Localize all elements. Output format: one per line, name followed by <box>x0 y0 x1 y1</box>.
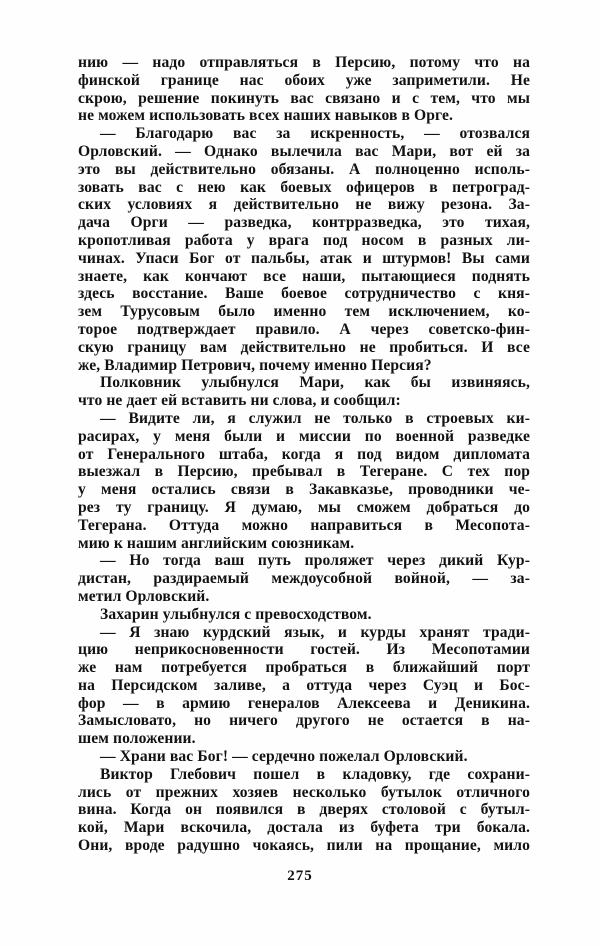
text-line: кой, Мари вскочила, достала из буфета три бокала. <box>78 819 530 837</box>
text-line: — Но тогда ваш путь проляжет через дикий Кур- <box>100 552 530 570</box>
text-line: фор — в армию генералов Алексеева и Деникина. <box>78 694 530 712</box>
text-line: это вы действительно обязаны. А полноценно исполь- <box>78 160 530 178</box>
text-line: — Я знаю курдский язык, и курды хранят тради- <box>100 623 530 641</box>
text-line: зем Турусовым было именно тем исключением, ко- <box>78 303 530 321</box>
text-line: лись от прежних хозяев несколько бутылок отличного <box>78 783 530 801</box>
text-line: дистан, раздираемый междоусобной войной, — за- <box>78 570 530 588</box>
page-text-block <box>78 54 530 855</box>
text-line: Тегерана. Оттуда можно направиться в Месопота- <box>78 516 530 534</box>
text-line: скую границу вам действительно не пробиться. И все <box>78 338 530 356</box>
text-line: — Храни вас Бог! — сердечно пожелал Орловский. <box>100 748 468 766</box>
text-line: чинах. Упаси Бог от пальбы, атак и штурмов! Вы сами <box>78 249 530 267</box>
text-line: кропотливая работа у врага под носом в разных ли- <box>78 231 530 249</box>
text-line: — Видите ли, я служил не только в строевых ки- <box>100 409 530 427</box>
text-line: мию к нашим английским союзникам. <box>78 534 355 552</box>
page-number: 275 <box>287 868 313 884</box>
text-line: зовать вас с нею как боевых офицеров в петроград- <box>78 178 530 196</box>
text-line: ских условиях я действительно не вижу резона. За- <box>78 196 530 214</box>
text-line: — Благодарю вас за искренность, — отозвался <box>100 125 530 143</box>
text-line: метил Орловский. <box>78 587 210 605</box>
text-line: Виктор Глебович пошел в кладовку, где сохрани- <box>100 765 530 783</box>
text-line: Замысловато, но ничего другого не остается в на- <box>78 712 530 730</box>
text-line: дача Орги — разведка, контрразведка, это тихая, <box>78 214 530 232</box>
text-line: же нам потребуется пробраться в ближайший порт <box>78 659 530 677</box>
text-line: скрою, решение покинуть вас связано и с тем, что мы <box>78 89 530 107</box>
text-line: знаете, как кончают все наши, пытающиеся поднять <box>78 267 530 285</box>
text-line: здесь восстание. Ваше боевое сотрудничество с кня- <box>78 285 530 303</box>
text-line: торое подтверждает правило. А через советско-фин- <box>78 320 530 338</box>
text-line: шем положении. <box>78 730 196 748</box>
text-line: Они, вроде радушно чокаясь, пили на прощание, мило <box>78 837 530 855</box>
text-line: цию неприкосновенности гостей. Из Месопотамии <box>78 641 530 659</box>
text-line: что не дает ей вставить ни слова, и сообщил: <box>78 392 401 410</box>
text-line: Орловский. — Однако вылечила вас Мари, вот ей за <box>78 142 530 160</box>
text-line: вина. Когда он появился в дверях столовой с бутыл- <box>78 801 530 819</box>
text-line: Полковник улыбнулся Мари, как бы извиняясь, <box>100 374 530 392</box>
text-line: рез ту границу. Я думаю, мы сможем добраться до <box>78 498 530 516</box>
text-line: на Персидском заливе, а оттуда через Суэц и Бос- <box>78 676 530 694</box>
text-line: нию — надо отправляться в Персию, потому что на <box>78 54 530 71</box>
text-line: Захарин улыбнулся с превосходством. <box>100 605 372 623</box>
text-line: расирах, у меня были и миссии по военной разведке <box>78 427 530 445</box>
text-line: же, Владимир Петрович, почему именно Персия? <box>78 356 432 374</box>
text-line: выезжал в Персию, пребывал в Тегеране. С тех пор <box>78 463 530 481</box>
text-line: финской границе нас обоих уже заприметили. Не <box>78 71 530 89</box>
text-line: не можем использовать всех наших навыков в Орге. <box>78 107 454 125</box>
text-line: у меня остались связи в Закавказье, проводники че- <box>78 481 530 499</box>
text-line: от Генерального штаба, когда я под видом дипломата <box>78 445 530 463</box>
